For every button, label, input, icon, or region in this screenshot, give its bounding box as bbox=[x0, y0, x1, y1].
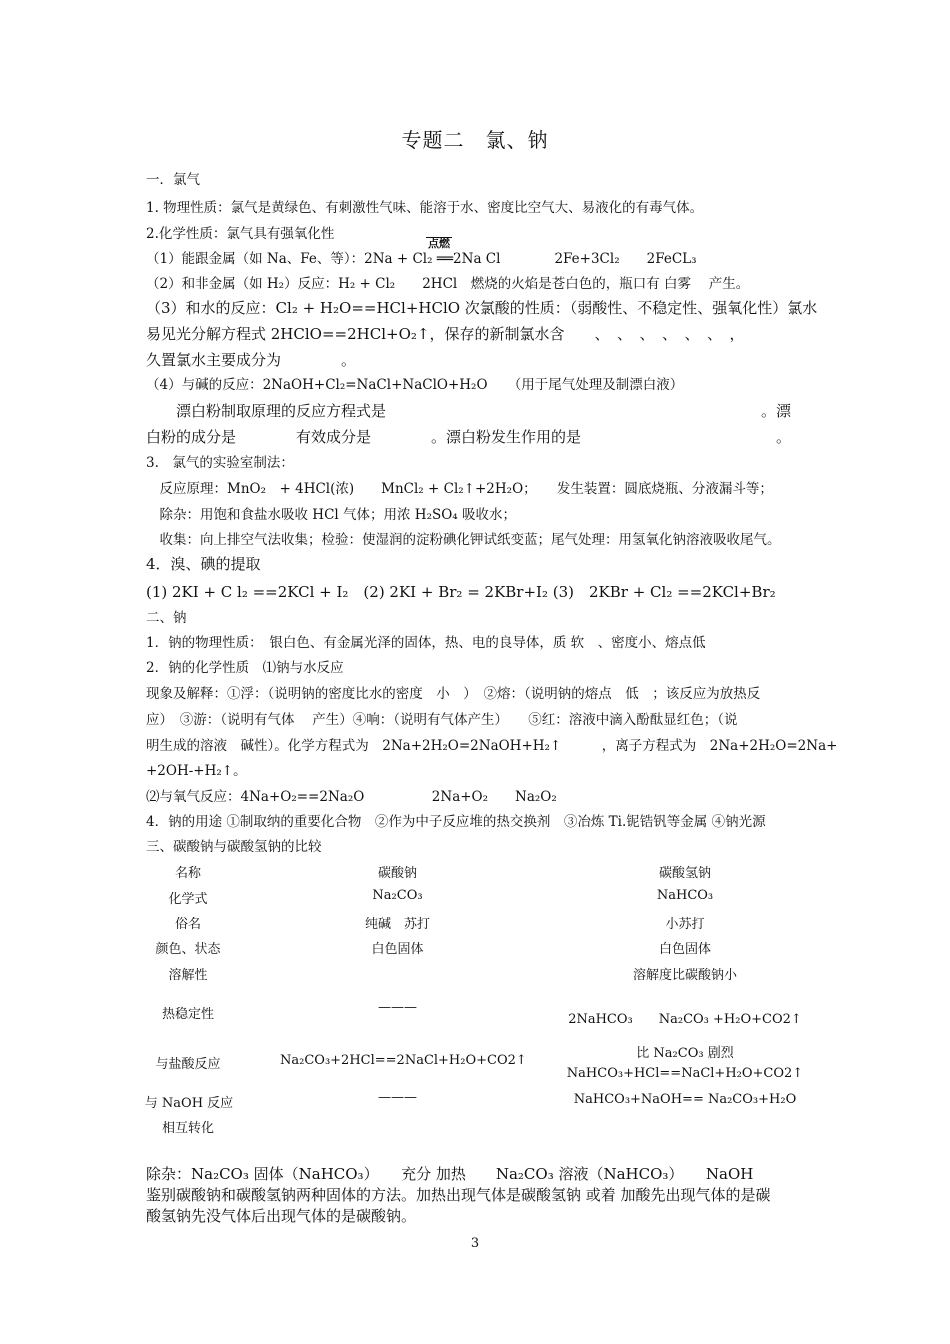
table-row-label: 热稳定性 bbox=[161, 1007, 214, 1022]
table-row-label: 相互转化 bbox=[161, 1121, 214, 1136]
table-cell: 纯碱 苏打 bbox=[364, 917, 430, 932]
text-line: +2OH-+H₂↑。 bbox=[146, 763, 247, 779]
text-line: 鉴别碳酸钠和碳酸氢钠两种固体的方法。加热出现气体是碳酸氢钠 或着 加酸先出现气体的是碳 bbox=[146, 1186, 771, 1204]
text-line: 4．钠的用途 ①制取纳的重要化合物 ②作为中子反应堆的热交换剂 ③冶炼 Ti.铌锆钒等金属 ④钠光源 bbox=[146, 814, 766, 830]
table-row-label: 颜色、状态 bbox=[155, 942, 221, 957]
table-cell: 2NaHCO₃ Na₂CO₃ +H₂O+CO2↑ bbox=[568, 1012, 802, 1027]
table-cell: 白色固体 bbox=[371, 942, 424, 957]
text-line: （2）和非金属（如 H₂）反应：H₂ + Cl₂ 2HCl 燃烧的火焰是苍白色的，瓶口有 白雾 产生。 bbox=[146, 276, 750, 292]
table-cell: Na₂CO₃ bbox=[372, 888, 423, 903]
table-row-label: 名称 bbox=[174, 866, 201, 881]
table-cell: NaHCO₃+NaOH== Na₂CO₃+H₂O bbox=[573, 1092, 797, 1107]
section-heading-sodium: 二、钠 bbox=[146, 610, 187, 626]
table-cell: NaHCO₃ bbox=[656, 888, 714, 903]
section-heading-bromine-iodine: 4．溴、碘的提取 bbox=[146, 555, 261, 573]
table-row-label: 与盐酸反应 bbox=[155, 1057, 221, 1072]
text-line: （3）和水的反应：Cl₂ + H₂O==HCl+HClO 次氯酸的性质：（弱酸性、不稳定性、强氧化性）氯水 bbox=[146, 299, 818, 317]
text-line: 明生成的溶液 碱性）。化学方程式为 2Na+2H₂O=2NaOH+H₂↑ ，离子方程式为 2Na+2H₂O=2Na+ bbox=[146, 738, 838, 754]
text-line: （1）能跟金属（如 Na、Fe、等）：2Na + Cl₂ ══2Na Cl 2Fe+3Cl₂ 2FeCL₃ bbox=[146, 251, 697, 267]
table-cell: 溶解度比碳酸钠小 bbox=[632, 968, 737, 983]
table-row-label: 与 NaOH 反应 bbox=[144, 1096, 234, 1111]
text-line: 应） ③游：（说明有气体 产生）④响：（说明有气体产生） ⑤红：溶液中滴入酚酞显红色；（说 bbox=[146, 712, 738, 728]
text-line: 现象及解释：①浮：（说明钠的密度比水的密度 小 ） ②熔：（说明钠的熔点 低 ；该反应为放热反 bbox=[146, 686, 761, 702]
text-line: 白粉的成分是 有效成分是 。漂白粉发生作用的是 。 bbox=[146, 428, 792, 446]
table-cell: 比 Na₂CO₃ 剧烈 bbox=[636, 1046, 734, 1061]
text-line: 1. 物理性质：氯气是黄绿色、有刺激性气味、能溶于水、密度比空气大、易液化的有毒气体。 bbox=[146, 200, 704, 216]
text-line: 2.化学性质：氯气具有强氧化性 bbox=[146, 226, 335, 242]
text-line: (1) 2KI + C l₂ ==2KCl + I₂ (2) 2KI + Br₂ = 2KBr+I₂ (3) 2KBr + Cl₂ ==2KCl+Br₂ bbox=[146, 583, 776, 601]
section-heading-chlorine: 一．氯气 bbox=[146, 172, 200, 188]
text-line: （4）与碱的反应：2NaOH+Cl₂=NaCl+NaClO+H₂O （用于尾气处理及制漂白液） bbox=[146, 377, 684, 393]
text-line: 2．钠的化学性质 ⑴钠与水反应 bbox=[146, 660, 344, 676]
table-cell: Na₂CO₃+2HCl==2NaCl+H₂O+CO2↑ bbox=[280, 1053, 527, 1068]
table-cell: ——— bbox=[378, 1000, 417, 1015]
table-row-label: 溶解性 bbox=[168, 968, 208, 983]
text-line: 酸氢钠先没气体后出现气体的是碳酸钠。 bbox=[146, 1207, 417, 1225]
text-line: 3. 氯气的实验室制法： bbox=[146, 455, 294, 471]
text-line: 除杂：用饱和食盐水吸收 HCl 气体；用浓 H₂SO₄ 吸收水； bbox=[146, 507, 516, 523]
text-line: 久置氯水主要成分为 。 bbox=[146, 351, 357, 369]
table-cell: NaHCO₃+HCl==NaCl+H₂O+CO2↑ bbox=[566, 1066, 804, 1081]
text-line: 1．钠的物理性质： 银白色、有金属光泽的固体，热、电的良导体，质 软 、密度小、熔点低 bbox=[146, 635, 706, 651]
table-cell: 白色固体 bbox=[658, 942, 711, 957]
table-cell: 碳酸氢钠 bbox=[658, 866, 711, 881]
table-cell: 碳酸钠 bbox=[377, 866, 417, 881]
text-line: ⑵与氧气反应：4Na+O₂==2Na₂O 2Na+O₂ Na₂O₂ bbox=[146, 789, 557, 805]
text-line: 漂白粉制取原理的反应方程式是 。漂 bbox=[146, 402, 792, 420]
table-row-label: 俗名 bbox=[174, 917, 201, 932]
text-line: 易见光分解方程式 2HClO==2HCl+O₂↑，保存的新制氯水含 、 、 、 、 、 、 ， bbox=[146, 325, 745, 343]
table-cell: ——— bbox=[378, 1090, 417, 1105]
page-title: 专题二 氯、钠 bbox=[401, 128, 549, 152]
table-row-label: 化学式 bbox=[168, 892, 208, 907]
page-number: 3 bbox=[470, 1236, 480, 1251]
table-cell: 小苏打 bbox=[665, 917, 705, 932]
ignite-condition-label: 点燃 bbox=[428, 237, 450, 250]
section-heading-carbonate: 三、碳酸钠与碳酸氢钠的比较 bbox=[146, 839, 322, 855]
text-line: 反应原理：MnO₂ + 4HCl(浓) MnCl₂ + Cl₂↑+2H₂O； 发生装置：圆底烧瓶、分液漏斗等； bbox=[146, 481, 773, 497]
text-line: 收集：向上排空气法收集；检验：使湿润的淀粉碘化钾试纸变蓝；尾气处理：用氢氧化钠溶液吸收尾气。 bbox=[146, 532, 781, 548]
text-line: 除杂：Na₂CO₃ 固体（NaHCO₃） 充分 加热 Na₂CO₃ 溶液（NaHCO₃） NaOH bbox=[146, 1165, 754, 1183]
